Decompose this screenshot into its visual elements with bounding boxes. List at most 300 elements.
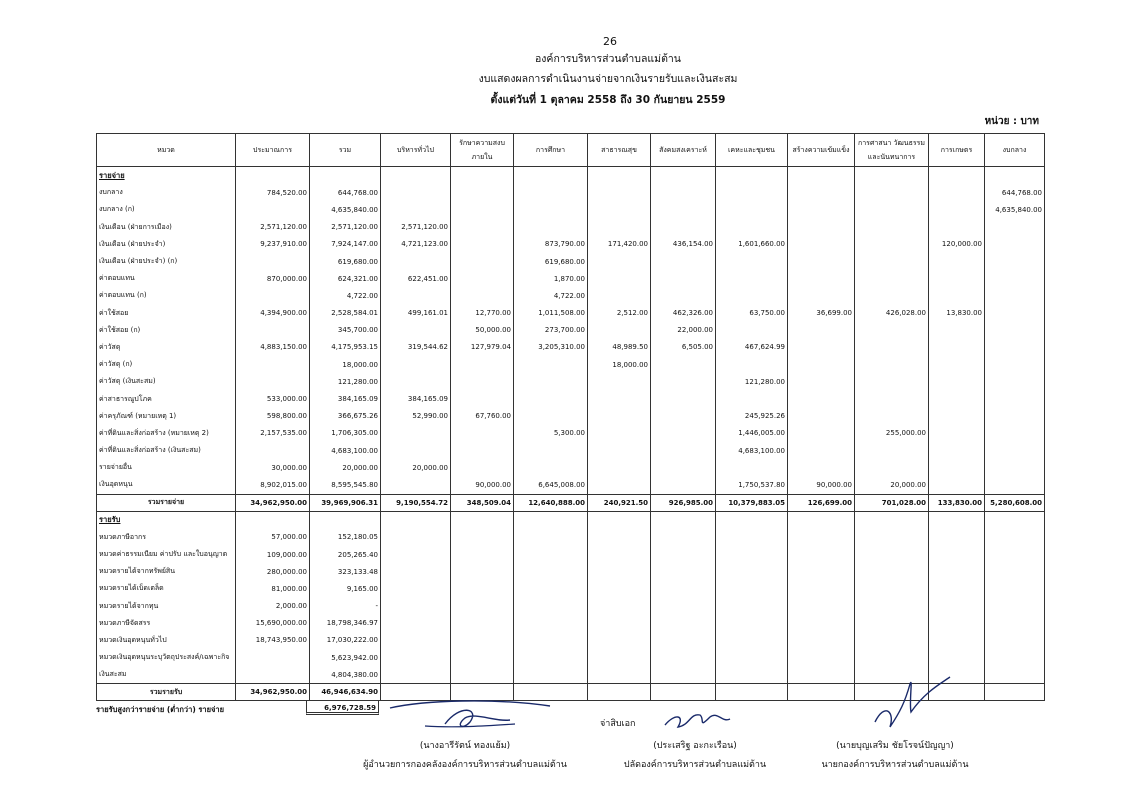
table-cell bbox=[514, 563, 588, 580]
table-cell bbox=[588, 390, 651, 407]
table-cell bbox=[985, 339, 1045, 356]
table-cell bbox=[788, 270, 855, 287]
table-cell bbox=[451, 253, 514, 270]
table-cell bbox=[788, 236, 855, 253]
row-label: เงินเดือน (ฝ่ายการเมือง) bbox=[97, 219, 236, 236]
column-header: เคหะและชุมชน bbox=[716, 134, 788, 167]
table-cell: 63,750.00 bbox=[716, 305, 788, 322]
table-cell bbox=[381, 253, 451, 270]
table-cell bbox=[985, 167, 1045, 185]
table-cell: 644,768.00 bbox=[310, 184, 381, 201]
table-cell: 18,000.00 bbox=[310, 356, 381, 373]
table-cell bbox=[310, 167, 381, 185]
row-label: ค่าที่ดินและสิ่งก่อสร้าง (เงินสะสม) bbox=[97, 442, 236, 459]
row-label: ค่าวัสดุ (เงินสะสม) bbox=[97, 373, 236, 390]
table-cell: 2,571,120.00 bbox=[381, 219, 451, 236]
table-cell: 644,768.00 bbox=[985, 184, 1045, 201]
table-cell bbox=[588, 373, 651, 390]
table-cell: 30,000.00 bbox=[236, 459, 310, 476]
table-cell: 90,000.00 bbox=[788, 476, 855, 494]
table-cell bbox=[855, 459, 929, 476]
table-cell: 873,790.00 bbox=[514, 236, 588, 253]
section-heading: รายรับ bbox=[97, 511, 236, 529]
table-cell: 619,680.00 bbox=[310, 253, 381, 270]
table-cell bbox=[985, 322, 1045, 339]
row-label: เงินเดือน (ฝ่ายประจำ) (ก) bbox=[97, 253, 236, 270]
table-cell bbox=[929, 511, 985, 529]
table-cell bbox=[310, 511, 381, 529]
table-cell bbox=[855, 632, 929, 649]
table-cell: 4,635,840.00 bbox=[310, 201, 381, 218]
total-cell: 240,921.50 bbox=[588, 494, 651, 511]
table-cell bbox=[651, 373, 716, 390]
table-cell bbox=[929, 632, 985, 649]
table-cell: 20,000.00 bbox=[381, 459, 451, 476]
total-cell bbox=[651, 684, 716, 701]
table-cell bbox=[716, 356, 788, 373]
table-cell: 255,000.00 bbox=[855, 425, 929, 442]
table-cell bbox=[451, 184, 514, 201]
table-cell: 50,000.00 bbox=[451, 322, 514, 339]
table-cell: 366,675.26 bbox=[310, 408, 381, 425]
row-label: เงินสะสม bbox=[97, 666, 236, 684]
section-heading-row bbox=[97, 167, 1045, 185]
table-cell: 52,990.00 bbox=[381, 408, 451, 425]
table-cell bbox=[985, 236, 1045, 253]
table-cell bbox=[788, 459, 855, 476]
table-cell: 90,000.00 bbox=[451, 476, 514, 494]
table-cell bbox=[716, 546, 788, 563]
table-cell bbox=[514, 666, 588, 684]
table-cell: 5,623,942.00 bbox=[310, 649, 381, 666]
table-cell bbox=[985, 390, 1045, 407]
table-cell bbox=[651, 666, 716, 684]
table-cell: 622,451.00 bbox=[381, 270, 451, 287]
table-cell: 8,902,015.00 bbox=[236, 476, 310, 494]
row-label: ค่าครุภัณฑ์ (หมายเหตุ 1) bbox=[97, 408, 236, 425]
table-cell bbox=[855, 580, 929, 597]
table-cell bbox=[788, 563, 855, 580]
table-cell bbox=[588, 425, 651, 442]
table-cell bbox=[588, 253, 651, 270]
table-cell bbox=[716, 598, 788, 615]
table-cell: 67,760.00 bbox=[451, 408, 514, 425]
table-cell: 624,321.00 bbox=[310, 270, 381, 287]
table-cell bbox=[651, 529, 716, 546]
table-cell: 323,133.48 bbox=[310, 563, 381, 580]
table-cell: 384,165.09 bbox=[310, 390, 381, 407]
row-label: งบกลาง (ก) bbox=[97, 201, 236, 218]
table-cell bbox=[588, 476, 651, 494]
table-cell bbox=[929, 219, 985, 236]
table-cell bbox=[381, 425, 451, 442]
table-cell bbox=[651, 253, 716, 270]
financial-table bbox=[96, 133, 1045, 701]
total-cell: 10,379,883.05 bbox=[716, 494, 788, 511]
table-row bbox=[97, 322, 1045, 339]
table-cell: 1,870.00 bbox=[514, 270, 588, 287]
table-cell: 152,180.05 bbox=[310, 529, 381, 546]
table-cell bbox=[451, 425, 514, 442]
table-cell bbox=[588, 459, 651, 476]
table-cell: 6,505.00 bbox=[651, 339, 716, 356]
total-cell: 926,985.00 bbox=[651, 494, 716, 511]
table-cell bbox=[381, 580, 451, 597]
table-cell: 109,000.00 bbox=[236, 546, 310, 563]
table-cell: 598,800.00 bbox=[236, 408, 310, 425]
table-cell bbox=[929, 615, 985, 632]
table-cell: 4,394,900.00 bbox=[236, 305, 310, 322]
table-cell bbox=[381, 287, 451, 304]
table-cell: 12,770.00 bbox=[451, 305, 514, 322]
table-cell: 462,326.00 bbox=[651, 305, 716, 322]
table-cell bbox=[588, 546, 651, 563]
table-cell bbox=[514, 632, 588, 649]
table-cell bbox=[451, 649, 514, 666]
table-cell bbox=[788, 287, 855, 304]
signature-2-image bbox=[660, 705, 740, 735]
table-cell bbox=[451, 632, 514, 649]
table-cell bbox=[855, 184, 929, 201]
row-label: ค่าที่ดินและสิ่งก่อสร้าง (หมายเหตุ 2) bbox=[97, 425, 236, 442]
table-cell: 273,700.00 bbox=[514, 322, 588, 339]
table-cell bbox=[651, 184, 716, 201]
column-header: สร้างความเข้มแข็ง bbox=[788, 134, 855, 167]
table-cell: 5,300.00 bbox=[514, 425, 588, 442]
table-cell bbox=[381, 563, 451, 580]
table-cell bbox=[788, 529, 855, 546]
table-cell bbox=[514, 390, 588, 407]
table-cell bbox=[514, 649, 588, 666]
table-cell: 9,237,910.00 bbox=[236, 236, 310, 253]
table-cell bbox=[651, 598, 716, 615]
table-cell: 15,690,000.00 bbox=[236, 615, 310, 632]
column-header: รวม bbox=[310, 134, 381, 167]
table-row bbox=[97, 236, 1045, 253]
table-row bbox=[97, 598, 1045, 615]
table-cell: 2,000.00 bbox=[236, 598, 310, 615]
table-cell bbox=[929, 201, 985, 218]
table-cell bbox=[716, 253, 788, 270]
table-row bbox=[97, 546, 1045, 563]
total-cell bbox=[716, 684, 788, 701]
table-cell bbox=[929, 339, 985, 356]
signature-1-image bbox=[385, 696, 555, 736]
table-cell bbox=[788, 322, 855, 339]
table-row bbox=[97, 649, 1045, 666]
table-cell: 1,601,660.00 bbox=[716, 236, 788, 253]
table-cell: 426,028.00 bbox=[855, 305, 929, 322]
table-cell bbox=[716, 632, 788, 649]
table-cell bbox=[588, 442, 651, 459]
table-cell bbox=[451, 270, 514, 287]
table-cell bbox=[588, 666, 651, 684]
table-cell bbox=[651, 632, 716, 649]
table-cell bbox=[236, 287, 310, 304]
table-cell bbox=[651, 287, 716, 304]
table-cell bbox=[381, 476, 451, 494]
table-cell: 619,680.00 bbox=[514, 253, 588, 270]
signature-3-image bbox=[865, 672, 955, 734]
table-cell: 8,595,545.80 bbox=[310, 476, 381, 494]
table-cell: 436,154.00 bbox=[651, 236, 716, 253]
table-cell bbox=[929, 476, 985, 494]
total-cell: 12,640,888.00 bbox=[514, 494, 588, 511]
table-row bbox=[97, 287, 1045, 304]
table-cell bbox=[381, 632, 451, 649]
total-cell: 39,969,906.31 bbox=[310, 494, 381, 511]
table-row bbox=[97, 425, 1045, 442]
table-cell bbox=[855, 649, 929, 666]
table-cell bbox=[514, 598, 588, 615]
table-cell bbox=[855, 356, 929, 373]
table-cell bbox=[855, 442, 929, 459]
table-cell bbox=[381, 201, 451, 218]
report-period: ตั้งแต่วันที่ 1 ตุลาคม 2558 ถึง 30 กันยายน 2559 bbox=[490, 94, 726, 106]
table-cell bbox=[716, 529, 788, 546]
table-cell bbox=[514, 408, 588, 425]
table-cell bbox=[855, 373, 929, 390]
table-cell: 20,000.00 bbox=[855, 476, 929, 494]
report-subtitle: งบแสดงผลการดำเนินงานจ่ายจากเงินรายรับและเงินสะสม bbox=[478, 73, 738, 85]
row-label: เงินอุดหนุน bbox=[97, 476, 236, 494]
table-cell: 384,165.09 bbox=[381, 390, 451, 407]
table-cell: 2,528,584.01 bbox=[310, 305, 381, 322]
row-label: หมวดเงินอุดหนุนระบุวัตถุประสงค์/เฉพาะกิจ bbox=[97, 649, 236, 666]
table-cell bbox=[929, 459, 985, 476]
table-cell: 319,544.62 bbox=[381, 339, 451, 356]
table-cell: 7,924,147.00 bbox=[310, 236, 381, 253]
total-cell bbox=[588, 684, 651, 701]
table-cell bbox=[381, 184, 451, 201]
table-cell bbox=[985, 305, 1045, 322]
table-cell bbox=[381, 511, 451, 529]
table-cell bbox=[929, 390, 985, 407]
table-cell bbox=[855, 253, 929, 270]
table-cell bbox=[929, 598, 985, 615]
table-cell bbox=[716, 666, 788, 684]
signatory-1-position: ผู้อำนวยการกองคลังองค์การบริหารส่วนตำบลแม่ต้าน bbox=[363, 760, 567, 770]
table-cell bbox=[788, 373, 855, 390]
row-label: หมวดภาษีจัดสรร bbox=[97, 615, 236, 632]
table-cell bbox=[451, 580, 514, 597]
table-cell bbox=[929, 373, 985, 390]
surplus-label: รายรับสูงกว่ารายจ่าย (ต่ำกว่า) รายจ่าย bbox=[96, 705, 225, 714]
row-label: หมวดรายได้จากทรัพย์สิน bbox=[97, 563, 236, 580]
table-cell bbox=[855, 167, 929, 185]
total-cell: 126,699.00 bbox=[788, 494, 855, 511]
table-cell bbox=[788, 390, 855, 407]
table-row bbox=[97, 305, 1045, 322]
table-cell bbox=[985, 270, 1045, 287]
table-cell bbox=[651, 390, 716, 407]
table-cell bbox=[985, 408, 1045, 425]
table-cell bbox=[716, 649, 788, 666]
table-cell bbox=[855, 339, 929, 356]
table-cell: 870,000.00 bbox=[236, 270, 310, 287]
table-cell bbox=[651, 546, 716, 563]
table-cell: 3,205,310.00 bbox=[514, 339, 588, 356]
row-label: งบกลาง bbox=[97, 184, 236, 201]
table-cell: 1,011,508.00 bbox=[514, 305, 588, 322]
table-cell bbox=[929, 649, 985, 666]
column-header: การศาสนา วัฒนธรรมและนันทนาการ bbox=[855, 134, 929, 167]
table-cell bbox=[855, 511, 929, 529]
table-cell bbox=[788, 201, 855, 218]
signatory-3-name: (นายบุญเสริม ชัยโรจน์ปัญญา) bbox=[836, 741, 954, 751]
surplus-value: 6,976,728.59 bbox=[306, 700, 379, 715]
table-cell: 18,743,950.00 bbox=[236, 632, 310, 649]
table-cell: 4,722.00 bbox=[310, 287, 381, 304]
table-cell bbox=[451, 236, 514, 253]
signatory-2-position: ปลัดองค์การบริหารส่วนตำบลแม่ต้าน bbox=[623, 760, 767, 770]
column-header: รักษาความสงบภายใน bbox=[451, 134, 514, 167]
table-cell bbox=[985, 442, 1045, 459]
table-cell bbox=[381, 615, 451, 632]
row-label: หมวดเงินอุดหนุนทั่วไป bbox=[97, 632, 236, 649]
table-cell bbox=[588, 322, 651, 339]
total-cell: 348,509.04 bbox=[451, 494, 514, 511]
table-row bbox=[97, 219, 1045, 236]
table-cell bbox=[381, 356, 451, 373]
table-cell: 4,722.00 bbox=[514, 287, 588, 304]
row-label: ค่าใช้สอย (ก) bbox=[97, 322, 236, 339]
total-cell: 9,190,554.72 bbox=[381, 494, 451, 511]
table-cell bbox=[985, 649, 1045, 666]
table-cell: 57,000.00 bbox=[236, 529, 310, 546]
column-header: สังคมสงเคราะห์ bbox=[651, 134, 716, 167]
table-row bbox=[97, 373, 1045, 390]
table-row bbox=[97, 442, 1045, 459]
table-cell: 2,512.00 bbox=[588, 305, 651, 322]
table-cell bbox=[588, 632, 651, 649]
table-cell bbox=[514, 615, 588, 632]
table-cell bbox=[985, 373, 1045, 390]
table-row bbox=[97, 201, 1045, 218]
row-label: ค่าวัสดุ (ก) bbox=[97, 356, 236, 373]
table-cell bbox=[985, 563, 1045, 580]
table-cell bbox=[236, 511, 310, 529]
row-label: ค่าวัสดุ bbox=[97, 339, 236, 356]
total-cell bbox=[985, 684, 1045, 701]
table-cell bbox=[588, 408, 651, 425]
table-cell bbox=[788, 167, 855, 185]
table-cell bbox=[788, 356, 855, 373]
table-cell bbox=[788, 632, 855, 649]
table-cell bbox=[985, 511, 1045, 529]
table-cell bbox=[651, 563, 716, 580]
table-cell bbox=[236, 649, 310, 666]
table-cell bbox=[929, 270, 985, 287]
table-cell bbox=[716, 390, 788, 407]
table-row bbox=[97, 476, 1045, 494]
table-cell bbox=[985, 253, 1045, 270]
table-cell bbox=[514, 529, 588, 546]
total-label: รวมรายจ่าย bbox=[97, 494, 236, 511]
total-cell: 34,962,950.00 bbox=[236, 494, 310, 511]
table-cell bbox=[381, 322, 451, 339]
page-number: 26 bbox=[603, 35, 617, 48]
section-heading-row bbox=[97, 511, 1045, 529]
table-cell bbox=[985, 546, 1045, 563]
table-cell bbox=[236, 442, 310, 459]
table-cell bbox=[985, 425, 1045, 442]
table-cell bbox=[716, 511, 788, 529]
table-cell bbox=[451, 201, 514, 218]
table-cell bbox=[236, 373, 310, 390]
table-cell bbox=[788, 442, 855, 459]
total-cell: 46,946,634.90 bbox=[310, 684, 381, 701]
table-cell bbox=[451, 287, 514, 304]
table-cell: 18,798,346.97 bbox=[310, 615, 381, 632]
row-label: ค่าตอบแทน (ก) bbox=[97, 287, 236, 304]
table-cell bbox=[514, 373, 588, 390]
signatory-1-name: (นางอารีรัตน์ ทองแย้ม) bbox=[419, 741, 511, 751]
table-cell bbox=[985, 580, 1045, 597]
table-cell bbox=[236, 253, 310, 270]
table-cell bbox=[451, 442, 514, 459]
table-cell bbox=[451, 598, 514, 615]
table-cell bbox=[381, 546, 451, 563]
column-header: บริหารทั่วไป bbox=[381, 134, 451, 167]
table-cell bbox=[381, 666, 451, 684]
table-cell: 20,000.00 bbox=[310, 459, 381, 476]
table-cell bbox=[855, 270, 929, 287]
table-cell bbox=[788, 408, 855, 425]
table-cell bbox=[716, 287, 788, 304]
table-cell: 121,280.00 bbox=[716, 373, 788, 390]
table-cell bbox=[788, 219, 855, 236]
column-header: การเกษตร bbox=[929, 134, 985, 167]
table-cell bbox=[451, 546, 514, 563]
row-label: รายจ่ายอื่น bbox=[97, 459, 236, 476]
table-row bbox=[97, 580, 1045, 597]
table-cell bbox=[929, 356, 985, 373]
table-cell bbox=[929, 546, 985, 563]
table-cell: 245,925.26 bbox=[716, 408, 788, 425]
column-header: ประมาณการ bbox=[236, 134, 310, 167]
table-cell bbox=[451, 356, 514, 373]
table-cell bbox=[716, 201, 788, 218]
table-cell: 1,706,305.00 bbox=[310, 425, 381, 442]
table-cell bbox=[588, 287, 651, 304]
table-cell bbox=[651, 476, 716, 494]
total-cell bbox=[788, 684, 855, 701]
table-cell bbox=[451, 615, 514, 632]
table-cell: 81,000.00 bbox=[236, 580, 310, 597]
table-cell bbox=[788, 666, 855, 684]
table-cell bbox=[855, 287, 929, 304]
table-cell bbox=[514, 184, 588, 201]
table-cell bbox=[651, 580, 716, 597]
table-cell bbox=[514, 511, 588, 529]
table-cell bbox=[236, 666, 310, 684]
table-cell bbox=[716, 459, 788, 476]
table-cell bbox=[929, 425, 985, 442]
table-row bbox=[97, 339, 1045, 356]
table-cell bbox=[514, 201, 588, 218]
row-label: ค่าตอบแทน bbox=[97, 270, 236, 287]
table-header bbox=[97, 134, 1045, 167]
table-cell bbox=[514, 442, 588, 459]
org-title: องค์การบริหารส่วนตำบลแม่ต้าน bbox=[535, 53, 681, 65]
table-cell bbox=[236, 322, 310, 339]
table-cell: 9,165.00 bbox=[310, 580, 381, 597]
table-cell bbox=[788, 425, 855, 442]
table-cell: 499,161.01 bbox=[381, 305, 451, 322]
table-cell: 171,420.00 bbox=[588, 236, 651, 253]
table-row bbox=[97, 253, 1045, 270]
